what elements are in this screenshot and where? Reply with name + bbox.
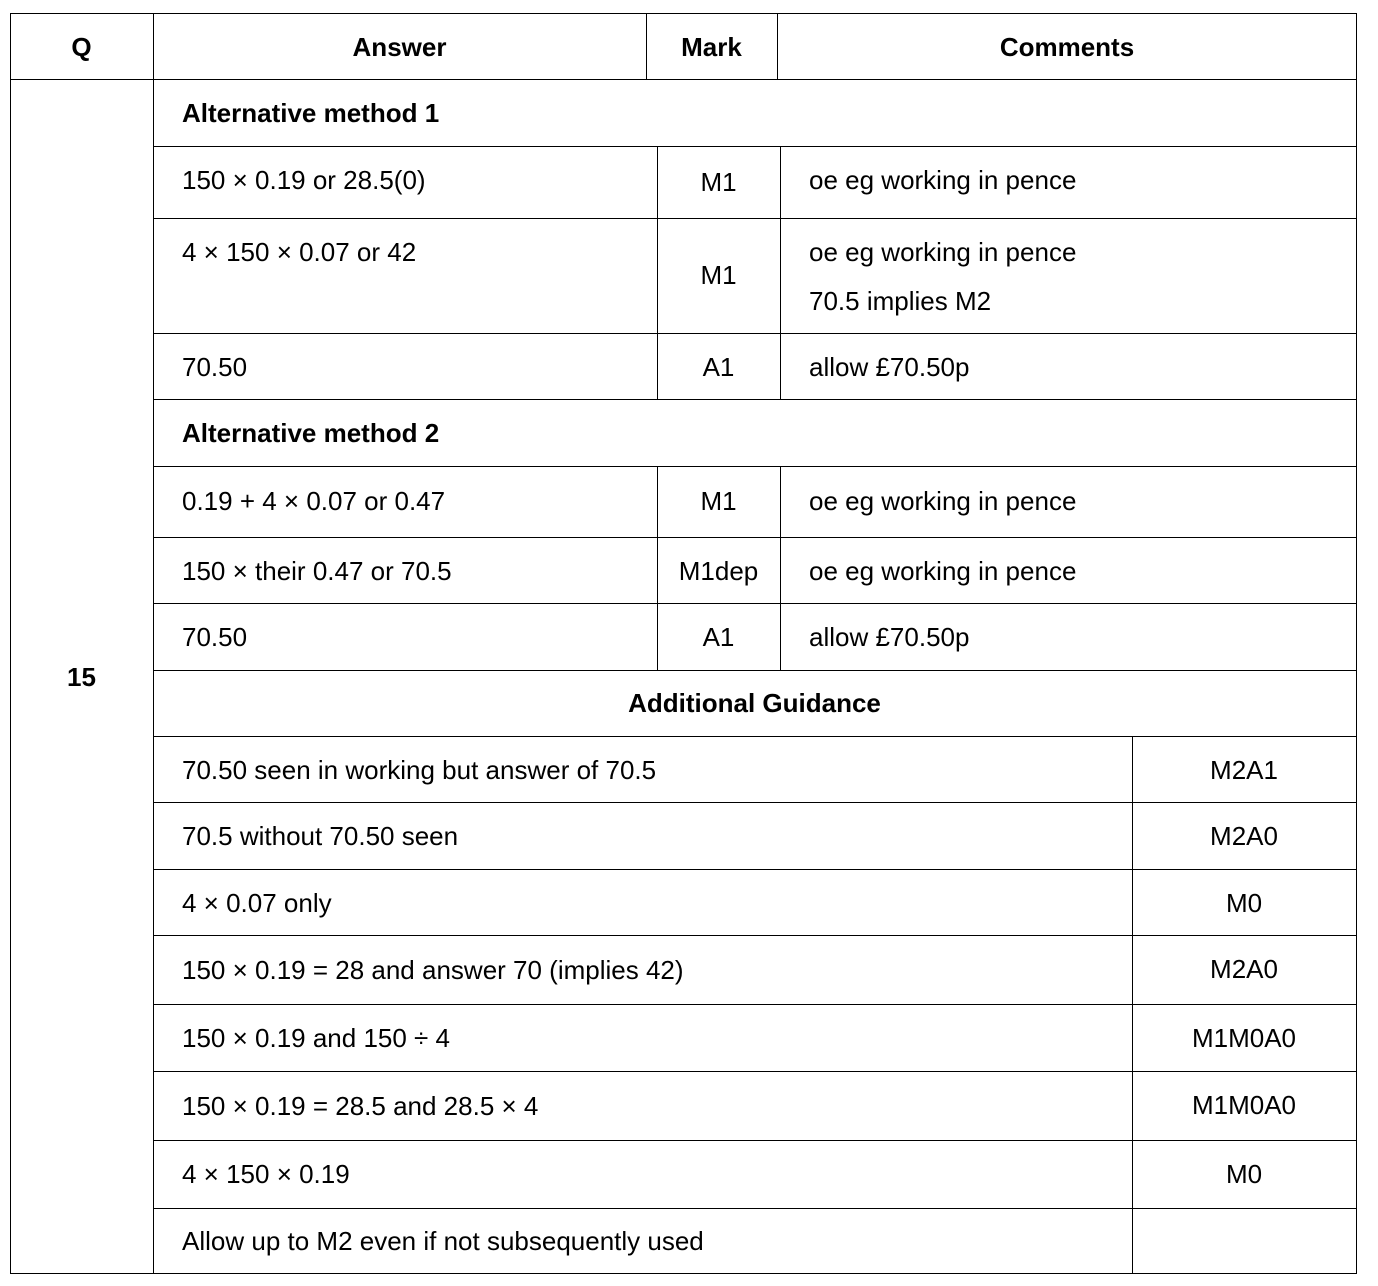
row-rule: [153, 802, 1357, 803]
guidance-row-mark: M1M0A0: [1191, 1090, 1297, 1120]
row-rule: [153, 1071, 1357, 1072]
m1-row1-comment: oe eg working in pence: [809, 165, 1077, 195]
m1-row3-comment: allow £70.50p: [809, 352, 970, 382]
m2-row2-comment: oe eg working in pence: [809, 556, 1077, 586]
method1-title: Alternative method 1: [182, 98, 440, 128]
row-rule: [153, 603, 1357, 604]
header-comments: Comments: [999, 32, 1135, 62]
m2-mark-comments-rule: [780, 466, 781, 670]
m2-row3-comment: allow £70.50p: [809, 622, 970, 652]
m1-row3-answer: 70.50: [182, 352, 248, 382]
table-border-right: [1356, 13, 1357, 1274]
m2-row1-mark: M1: [700, 486, 737, 516]
row-rule: [153, 146, 1357, 147]
row-rule: [153, 1208, 1357, 1209]
guidance-row-mark: M0: [1225, 888, 1263, 918]
guidance-row-text: 70.50 seen in working but answer of 70.5: [182, 755, 657, 785]
guidance-row-mark: M2A0: [1210, 954, 1278, 984]
guidance-row-text: 150 × 0.19 = 28.5 and 28.5 × 4: [182, 1091, 539, 1121]
row-rule: [153, 399, 1357, 400]
m2-row3-mark: A1: [702, 622, 735, 652]
guidance-mark-rule: [1132, 736, 1133, 1274]
m2-row3-answer: 70.50: [182, 622, 248, 652]
guidance-row-text: 4 × 0.07 only: [182, 888, 332, 918]
guidance-row-text: 150 × 0.19 = 28 and answer 70 (implies 42): [182, 955, 684, 985]
guidance-row-text: 150 × 0.19 and 150 ÷ 4: [182, 1023, 450, 1053]
row-rule: [153, 670, 1357, 671]
row-rule: [153, 935, 1357, 936]
mark-scheme-table: [10, 13, 1357, 1274]
guidance-row-text: 4 × 150 × 0.19: [182, 1159, 350, 1189]
guidance-row-text: Allow up to M2 even if not subsequently used: [182, 1226, 704, 1256]
m2-row2-mark: M1dep: [678, 556, 759, 586]
m1-row1-mark: M1: [700, 167, 737, 197]
row-rule: [153, 1004, 1357, 1005]
row-rule: [153, 466, 1357, 467]
q-column-rule: [153, 13, 154, 1274]
guidance-row-mark: M1M0A0: [1191, 1023, 1297, 1053]
row-rule: [153, 869, 1357, 870]
guidance-row-text: 70.5 without 70.50 seen: [182, 821, 459, 851]
header-mark: Mark: [681, 32, 742, 62]
guidance-row-mark: M0: [1225, 1159, 1263, 1189]
m2-row1-comment: oe eg working in pence: [809, 486, 1077, 516]
row-rule: [153, 537, 1357, 538]
header-q: Q: [71, 32, 92, 62]
header-rule: [10, 79, 1357, 80]
table-border-top: [10, 13, 1357, 14]
guidance-row-mark: M2A1: [1210, 755, 1278, 785]
m1-row2-answer: 4 × 150 × 0.07 or 42: [182, 237, 417, 267]
table-border-bottom: [10, 1273, 1357, 1274]
m1-row2-mark: M1: [700, 260, 737, 290]
row-rule: [153, 1140, 1357, 1141]
guidance-title: Additional Guidance: [628, 688, 881, 718]
row-rule: [153, 218, 1357, 219]
table-border-left: [10, 13, 11, 1274]
m1-mark-comments-rule: [780, 146, 781, 399]
m1-row2-comment: oe eg working in pence: [809, 237, 1077, 267]
guidance-row-mark: M2A0: [1210, 821, 1278, 851]
row-rule: [153, 736, 1357, 737]
method2-title: Alternative method 2: [182, 418, 440, 448]
m1-row2-comment-2: 70.5 implies M2: [809, 286, 992, 316]
header-answer: Answer: [352, 32, 447, 62]
m2-row2-answer: 150 × their 0.47 or 70.5: [182, 556, 452, 586]
question-number: 15: [67, 662, 96, 692]
m2-row1-answer: 0.19 + 4 × 0.07 or 0.47: [182, 486, 446, 516]
m1-row1-answer: 150 × 0.19 or 28.5(0): [182, 165, 426, 195]
m1-row3-mark: A1: [702, 352, 735, 382]
row-rule: [153, 333, 1357, 334]
